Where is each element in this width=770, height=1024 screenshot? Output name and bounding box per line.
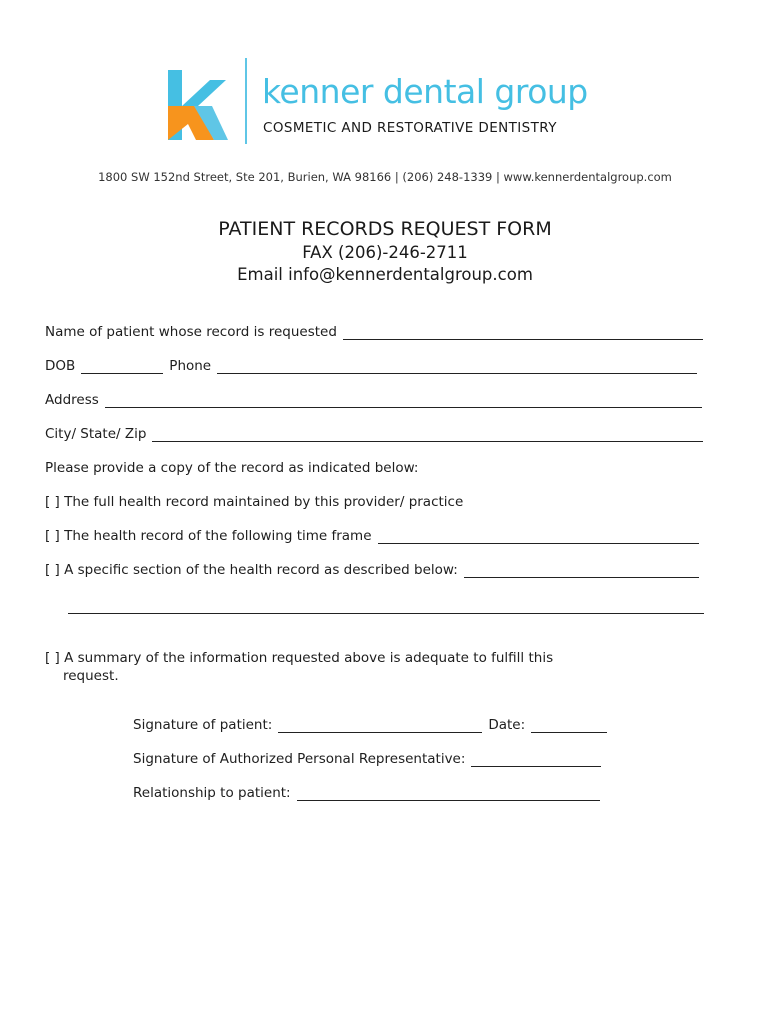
dob-label: DOB xyxy=(45,358,76,374)
patient-signature-field[interactable] xyxy=(278,720,482,733)
date-field[interactable] xyxy=(531,720,607,733)
address-label: Address xyxy=(45,392,99,408)
time-frame-field[interactable] xyxy=(378,531,699,544)
patient-signature-label: Signature of patient: xyxy=(133,717,273,733)
city-state-zip-label: City/ State/ Zip xyxy=(45,426,147,442)
instruction-row xyxy=(45,460,418,476)
specific-section-field[interactable] xyxy=(464,565,699,578)
instruction-text: Please provide a copy of the record as indicated below: xyxy=(45,460,419,476)
option-full-record-label: [ ] The full health record maintained by this provider/ practice xyxy=(45,494,464,510)
phone-field[interactable] xyxy=(217,361,697,374)
option-time-frame[interactable] xyxy=(45,528,699,544)
phone-label: Phone xyxy=(169,358,212,374)
relationship-label: Relationship to patient: xyxy=(133,785,291,801)
logo xyxy=(166,58,606,148)
address-field[interactable] xyxy=(105,395,702,408)
form-title: PATIENT RECORDS REQUEST FORM xyxy=(218,218,552,240)
option-specific-section-label: [ ] A specific section of the health record as described below: xyxy=(45,562,458,578)
dob-field[interactable] xyxy=(81,361,163,374)
logo-tagline: COSMETIC AND RESTORATIVE DENTISTRY xyxy=(263,120,557,136)
patient-name-field[interactable] xyxy=(343,327,703,340)
option-summary[interactable] xyxy=(45,649,565,685)
patient-name-row xyxy=(45,324,703,340)
city-state-zip-field[interactable] xyxy=(152,429,703,442)
date-label: Date: xyxy=(488,717,526,733)
fax-number: FAX (206)-246-2711 xyxy=(302,243,468,262)
relationship-row xyxy=(133,785,600,801)
practice-address: 1800 SW 152nd Street, Ste 201, Burien, WA 98166 | (206) 248-1339 | www.kennerdentalgroup.com xyxy=(98,170,672,184)
representative-signature-field[interactable] xyxy=(471,754,601,767)
specific-section-continuation-field[interactable] xyxy=(68,612,704,614)
option-summary-label-line2: request. xyxy=(63,668,119,684)
relationship-field[interactable] xyxy=(297,788,600,801)
address-row xyxy=(45,392,702,408)
representative-signature-label: Signature of Authorized Personal Representative: xyxy=(133,751,466,767)
email-address: Email info@kennerdentalgroup.com xyxy=(237,265,533,284)
title-block xyxy=(0,216,770,286)
city-state-zip-row xyxy=(45,426,703,442)
option-specific-section[interactable] xyxy=(45,562,699,578)
kenner-logo-icon xyxy=(166,66,230,146)
representative-signature-row xyxy=(133,751,601,767)
option-summary-label-line1: [ ] A summary of the information requested above is adequate to fulfill this xyxy=(45,650,554,666)
option-full-record[interactable] xyxy=(45,494,463,510)
logo-divider xyxy=(245,58,247,144)
dob-phone-row xyxy=(45,358,697,374)
option-time-frame-label: [ ] The health record of the following time frame xyxy=(45,528,372,544)
logo-name: kenner dental group xyxy=(262,72,588,111)
patient-name-label: Name of patient whose record is requested xyxy=(45,324,337,340)
patient-signature-row xyxy=(133,717,607,733)
